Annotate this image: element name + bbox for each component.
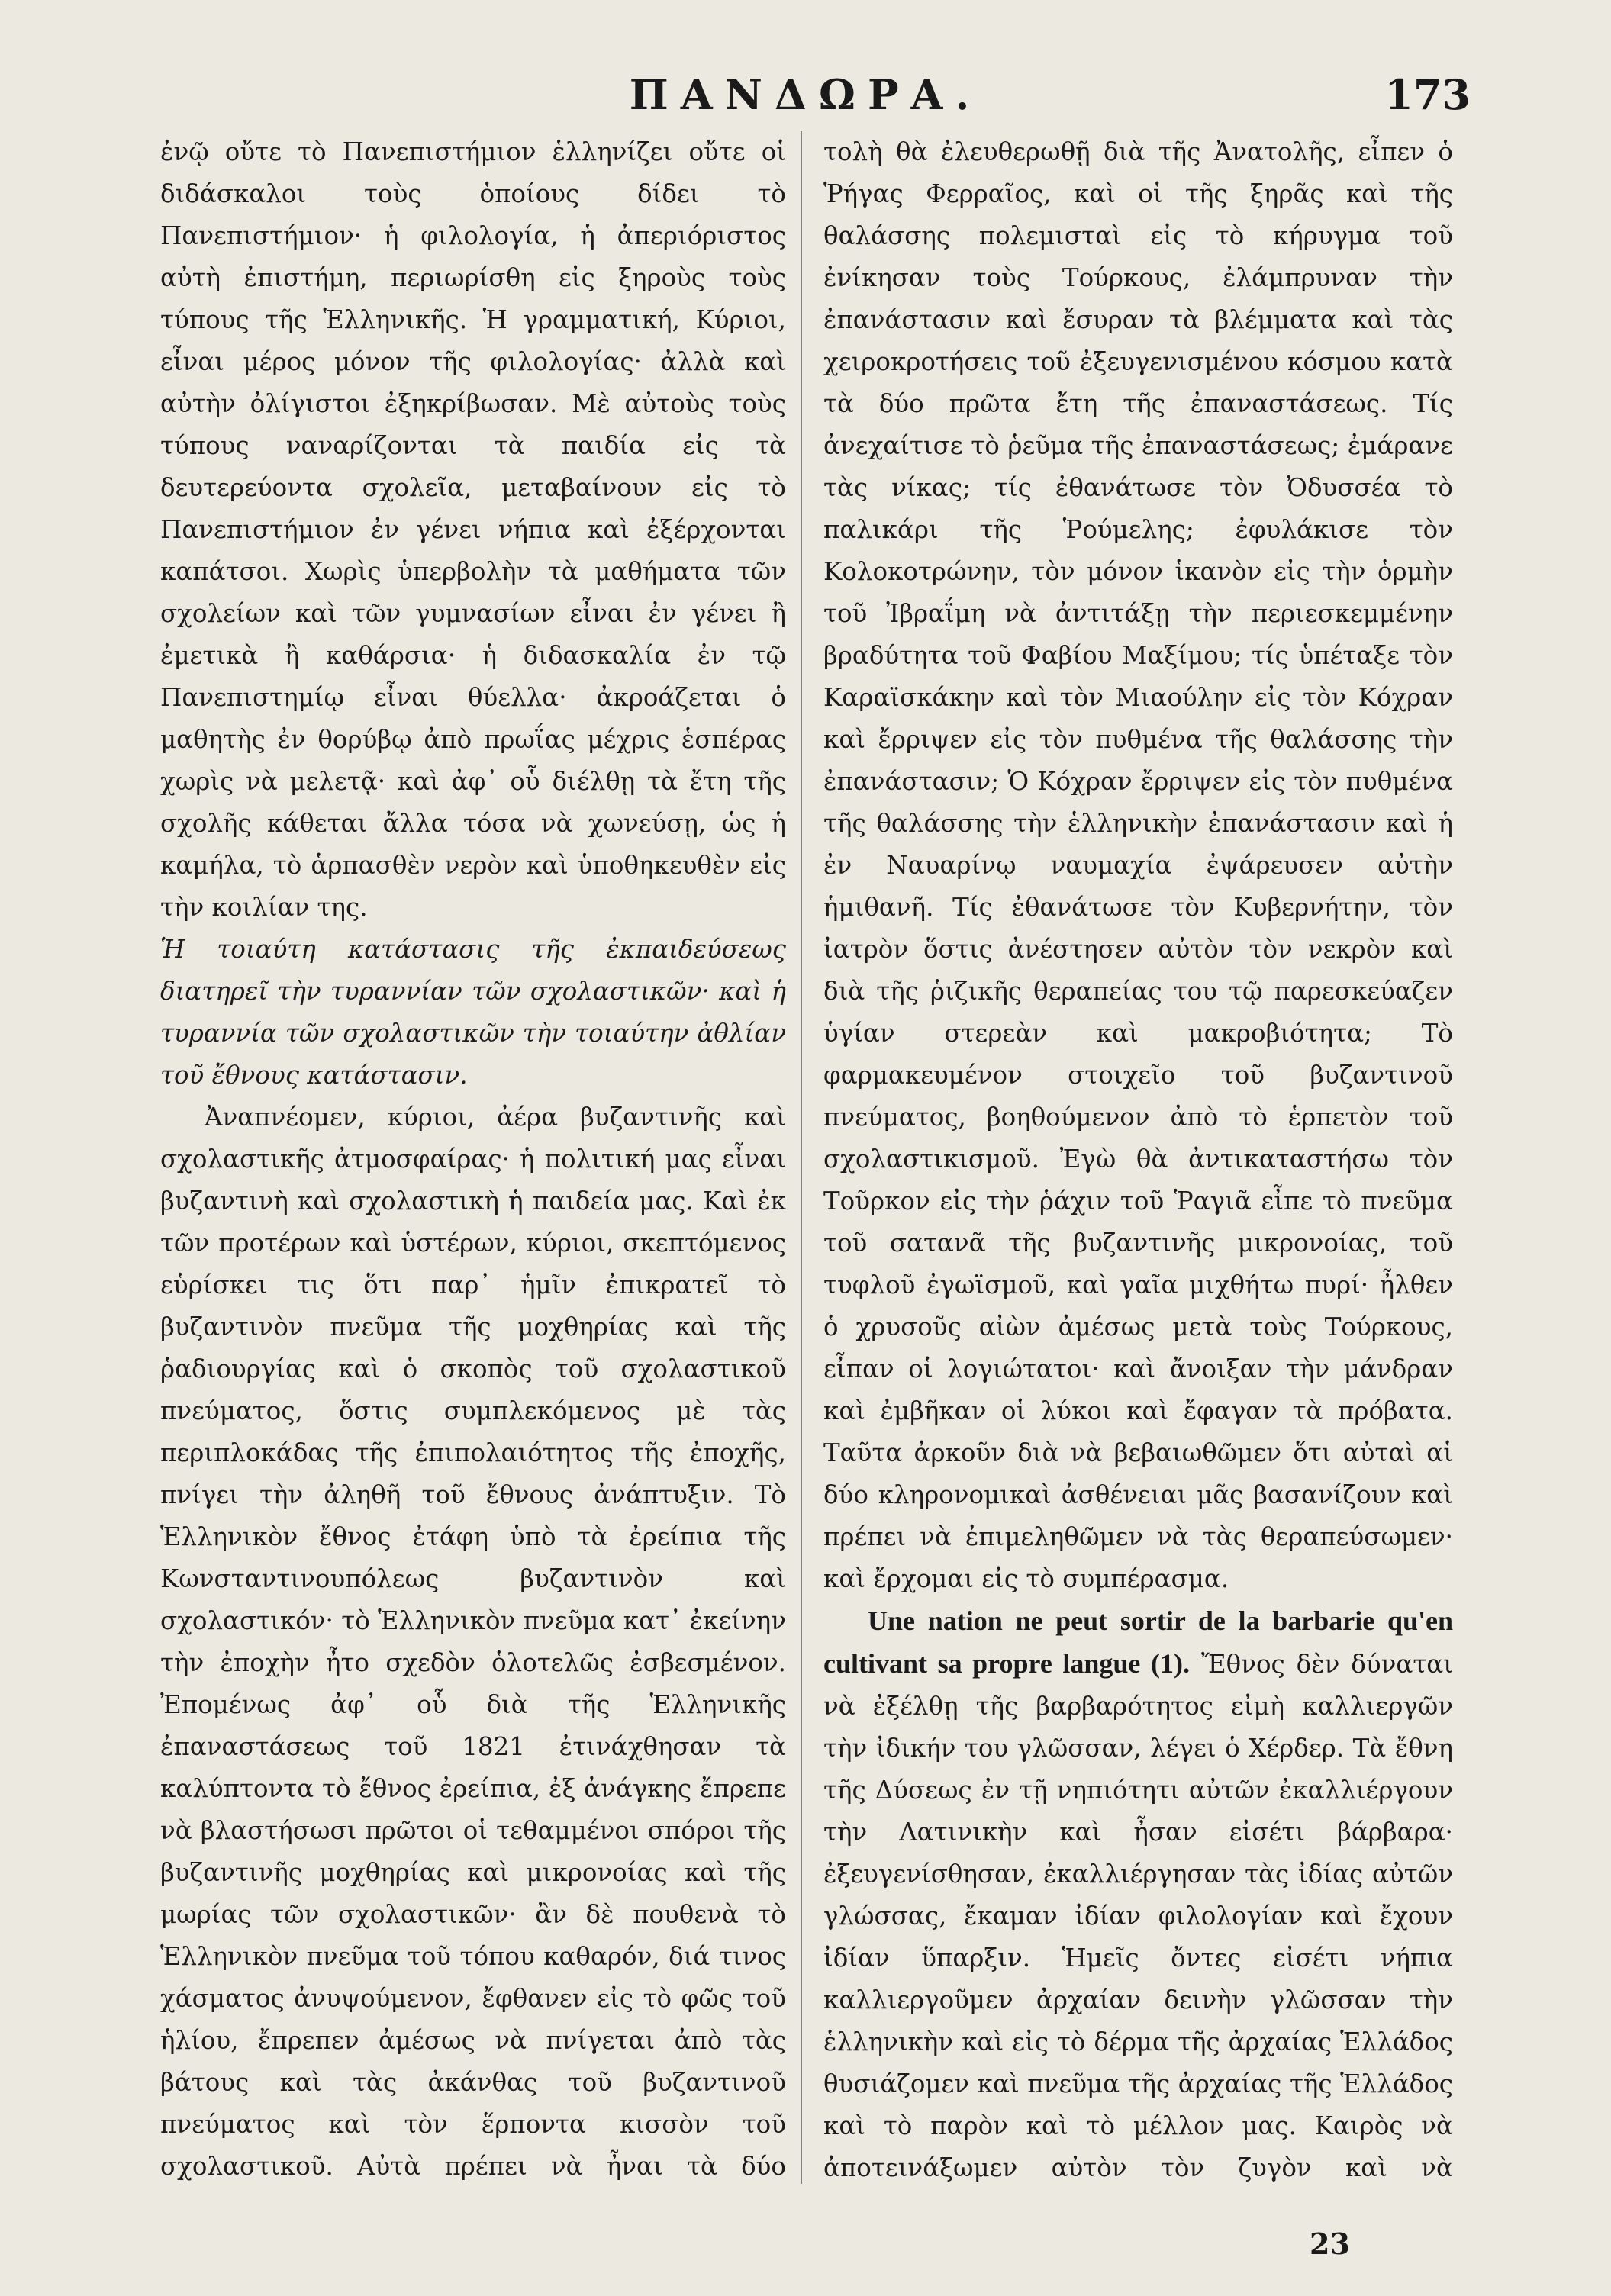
french-quotation: Une nation ne peut sortir de la barbarie qu'en cultivant sa propre langue (1). — [823, 1605, 1453, 1679]
left-column — [160, 131, 786, 2184]
running-title: ΠΑΝΔΩΡΑ. — [629, 70, 982, 119]
right-paragraph-2 — [823, 1600, 1453, 2184]
right-paragraph-2-text: Ἔθνος δὲν δύναται νὰ ἐξέλθῃ τῆς βαρβαρότητος εἰμὴ καλλιεργῶν τὴν ἰδικήν του γλῶσσαν, λέγει ὁ Χέρδερ. Τὰ ἔθνη τῆς Δύσεως ἐν τῇ νηπιότητι αὐτῶν ἐκαλλιέργουν τὴν Λατινικὴν καὶ ἦσαν εἰσέτι βάρβαρα· ἐξευγενίσθησαν, ἐκαλλιέργησαν τὰς ἰδίας αὐτῶν γλώσσας, ἔκαμαν ἰδίαν φιλολογίαν καὶ ἔχουν ἰδίαν ὕπαρξιν. Ἡμεῖς ὄντες εἰσέτι νήπια καλλιεργοῦμεν ἀρχαίαν δεινὴν γλῶσσαν τὴν ἑλληνικὴν καὶ εἰς τὸ δέρμα τῆς ἀρχαίας Ἑλλάδος θυσιάζομεν καὶ πνεῦμα τῆς ἀρχαίας τῆς Ἑλλάδος καὶ τὸ παρὸν καὶ τὸ μέλλον μας. Καιρὸς νὰ ἀποτεινάξωμεν αὐτὸν τὸν ζυγὸν καὶ νὰ — [823, 1650, 1453, 2182]
right-paragraph-1: τολὴ θὰ ἐλευθερωθῇ διὰ τῆς Ἀνατολῆς, εἶπεν ὁ Ῥήγας Φερραῖος, καὶ οἱ τῆς ξηρᾶς καὶ τῆς θαλάσσης πολεμισταὶ εἰς τὸ κήρυγμα τοῦ ἐνίκησαν τοὺς Τούρκους, ἐλάμπρυναν τὴν ἐπανάστασιν καὶ ἔσυραν τὰ βλέμματα καὶ τὰς χειροκροτήσεις τοῦ ἐξευγενισμένου κόσμου κατὰ τὰ δύο πρῶτα ἔτη τῆς ἐπαναστάσεως. Τίς ἀνεχαίτισε τὸ ῥεῦμα τῆς ἐπαναστάσεως; ἐμάρανε τὰς νίκας; τίς ἐθανάτωσε τὸν Ὀδυσσέα τὸ παλικάρι τῆς Ῥούμελης; ἐφυλάκισε τὸν Κολοκοτρώνην, τὸν μόνον ἱκανὸν εἰς τὴν ὁρμὴν τοῦ Ἰβραΐμη νὰ ἀντιτάξῃ τὴν περιεσκεμμένην βραδύτητα τοῦ Φαβίου Μαξίμου; τίς ὑπέταξε τὸν Καραϊσκάκην καὶ τὸν Μιαούλην εἰς τὸν Κόχραν καὶ ἔρριψεν εἰς τὸν πυθμένα τῆς θαλάσσης τὴν ἐπανάστασιν; Ὁ Κόχραν ἔρριψεν εἰς τὸν πυθμένα τῆς θαλάσσης τὴν ἑλληνικὴν ἐπανάστασιν καὶ ἡ ἐν Ναυαρίνῳ ναυμαχία ἐψάρευσεν αὐτὴν ἡμιθανῆ. Τίς ἐθανάτωσε τὸν Κυβερνήτην, τὸν ἰατρὸν ὅστις ἀνέστησεν αὐτὸν τὸν νεκρὸν καὶ διὰ τῆς ῥιζικῆς θεραπείας του τῷ παρεσκεύαζεν ὑγίαν στερεὰν καὶ μακροβιότητα; Τὸ φαρμακευμένον στοιχεῖο τοῦ βυζαντινοῦ πνεύματος, βοηθούμενον ἀπὸ τὸ ἑρπετὸν τοῦ σχολαστικισμοῦ. Ἐγὼ θὰ ἀντικαταστήσω τὸν Τοῦρκον εἰς τὴν ῥάχιν τοῦ Ῥαγιᾶ εἶπε τὸ πνεῦμα τοῦ σατανᾶ τῆς βυζαντινῆς μικρονοίας, τοῦ τυφλοῦ ἐγωϊσμοῦ, καὶ γαῖα μιχθήτω πυρί· ἦλθεν ὁ χρυσοῦς αἰὼν ἀμέσως μετὰ τοὺς Τούρκους, εἶπαν οἱ λογιώτατοι· καὶ ἄνοιξαν τὴν μάνδραν καὶ ἐμβῆκαν οἱ λύκοι καὶ ἔφαγαν τὰ πρόβατα. Ταῦτα ἀρκοῦν διὰ νὰ βεβαιωθῶμεν ὅτι αὐταὶ αἱ δύο κληρονομικαὶ ἀσθένειαι μᾶς βασανίζουν καὶ πρέπει νὰ ἐπιμεληθῶμεν νὰ τὰς θεραπεύσωμεν· καὶ ἔρχομαι εἰς τὸ συμπέρασμα. — [823, 137, 1453, 1593]
left-paragraph-3: Ἀναπνέομεν, κύριοι, ἀέρα βυζαντινῆς καὶ σχολαστικῆς ἀτμοσφαίρας· ἡ πολιτική μας εἶναι βυζαντινὴ καὶ σχολαστικὴ ἡ παιδεία μας. Καὶ ἐκ τῶν προτέρων καὶ ὑστέρων, κύριοι, σκεπτόμενος εὑρίσκει τις ὅτι παρ᾽ ἡμῖν ἐπικρατεῖ τὸ βυζαντινὸν πνεῦμα τῆς μοχθηρίας καὶ τῆς ῥαδιουργίας καὶ ὁ σκοπὸς τοῦ σχολαστικοῦ πνεύματος, ὅστις συμπλεκόμενος μὲ τὰς περιπλοκάδας τῆς ἐπιπολαιότητος τῆς ἐποχῆς, πνίγει τὴν ἀληθῆ τοῦ ἔθνους ἀνάπτυξιν. Τὸ Ἑλληνικὸν ἔθνος ἐτάφη ὑπὸ τὰ ἐρείπια τῆς Κωνσταντινουπόλεως βυζαντινὸν καὶ σχολαστικόν· τὸ Ἑλληνικὸν πνεῦμα κατ᾽ ἐκείνην τὴν ἐποχὴν ἦτο σχεδὸν ὁλοτελῶς ἐσβεσμένον. Ἐπομένως ἀφ᾽ οὗ διὰ τῆς Ἑλληνικῆς ἐπαναστάσεως τοῦ 1821 ἐτινάχθησαν τὰ καλύπτοντα τὸ ἔθνος ἐρείπια, ἐξ ἀνάγκης ἔπρεπε νὰ βλαστήσωσι πρῶτοι οἱ τεθαμμένοι σπόροι τῆς βυζαντινῆς μοχθηρίας καὶ μικρονοίας καὶ τῆς μωρίας τῶν σχολαστικῶν· ἂν δὲ πουθενὰ τὸ Ἑλληνικὸν πνεῦμα τοῦ τόπου καθαρόν, διά τινος χάσματος ἀνυψούμενον, ἔφθανεν εἰς τὸ φῶς τοῦ ἡλίου, ἔπρεπεν ἀμέσως νὰ πνίγεται ἀπὸ τὰς βάτους καὶ τὰς ἀκάνθας τοῦ βυζαντινοῦ πνεύματος καὶ τὸν ἕρποντα κισσὸν τοῦ σχολαστικοῦ. Αὐτὰ πρέπει νὰ ἦναι τὰ δύο — [160, 1103, 786, 2181]
left-paragraph-1: ἐνῷ οὔτε τὸ Πανεπιστήμιον ἑλληνίζει οὔτε οἱ διδάσκαλοι τοὺς ὁποίους δίδει τὸ Πανεπιστήμιον· ἡ φιλολογία, ἡ ἀπεριόριστος αὐτὴ ἐπιστήμη, περιωρίσθη εἰς ξηροὺς τοὺς τύπους τῆς Ἑλληνικῆς. Ἡ γραμματική, Κύριοι, εἶναι μέρος μόνον τῆς φιλολογίας· ἀλλὰ καὶ αὐτὴν ὀλίγιστοι ἐξηκρίβωσαν. Μὲ αὐτοὺς τοὺς τύπους ναναρίζονται τὰ παιδία εἰς τὰ δευτερεύοντα σχολεῖα, μεταβαίνουν εἰς τὸ Πανεπιστήμιον ἐν γένει νήπια καὶ ἐξέρχονται καπάτσοι. Χωρὶς ὑπερβολὴν τὰ μαθήματα τῶν σχολείων καὶ τῶν γυμνασίων εἶναι ἐν γένει ἢ ἐμετικὰ ἢ καθάρσια· ἡ διδασκαλία ἐν τῷ Πανεπιστημίῳ εἶναι θύελλα· ἀκροάζεται ὁ μαθητὴς ἐν θορύβῳ ἀπὸ πρωΐας μέχρις ἑσπέρας χωρὶς νὰ μελετᾷ· καὶ ἀφ᾽ οὗ διέλθῃ τὰ ἔτη τῆς σχολῆς κάθεται ἄλλα τόσα νὰ χωνεύσῃ, ὡς ἡ καμήλα, τὸ ἁρπασθὲν νερὸν καὶ ὑποθηκευθὲν εἰς τὴν κοιλίαν της. — [160, 137, 786, 922]
right-column — [823, 131, 1453, 2184]
left-paragraph-2-italic: Ἡ τοιαύτη κατάστασις τῆς ἐκπαιδεύσεως διατηρεῖ τὴν τυραννίαν τῶν σχολαστικῶν· καὶ ἡ τυραννία τῶν σχολαστικῶν τὴν τοιαύτην ἀθλίαν τοῦ ἔθνους κατάστασιν. — [160, 935, 786, 1090]
page-number: 173 — [1384, 70, 1471, 119]
column-divider — [801, 131, 802, 2184]
signature-mark: 23 — [1310, 2227, 1350, 2261]
